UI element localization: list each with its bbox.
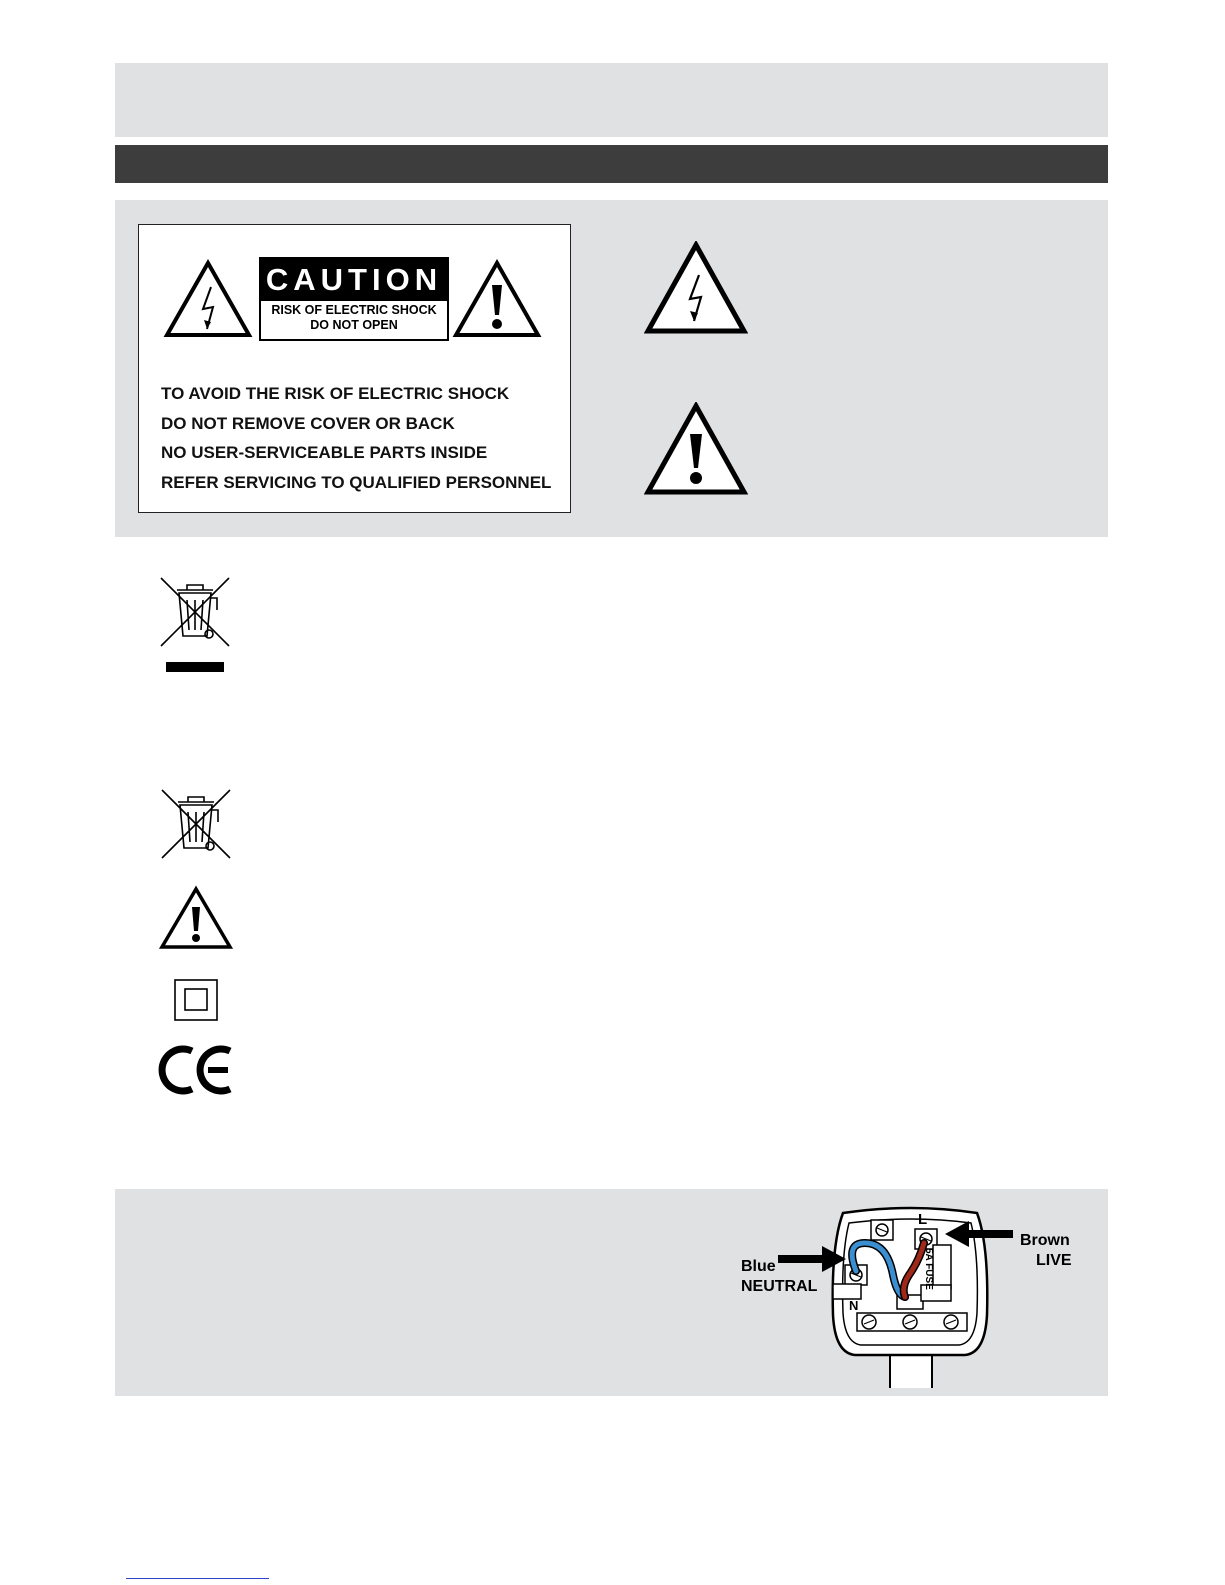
ce-mark-icon	[158, 1044, 234, 1096]
double-insulation-icon	[174, 979, 218, 1021]
header-band	[115, 63, 1108, 137]
fuse-label: 5A FUSE	[923, 1248, 934, 1290]
caution-instructions	[161, 379, 551, 497]
caution-line: DO NOT REMOVE COVER OR BACK	[161, 413, 455, 433]
caution-line: NO USER-SERVICEABLE PARTS INSIDE	[161, 443, 488, 462]
footer-rule	[126, 1578, 269, 1579]
exclamation-warning-icon	[452, 259, 542, 339]
lightning-warning-icon	[644, 241, 748, 335]
crossed-bin-icon	[158, 788, 234, 862]
caution-heading: CAUTION	[261, 259, 447, 301]
caution-subline-2: DO NOT OPEN	[310, 318, 398, 332]
caution-subline-1: RISK OF ELECTRIC SHOCK	[271, 303, 437, 317]
caution-line: TO AVOID THE RISK OF ELECTRIC SHOCK	[161, 384, 510, 403]
crossed-bin-with-bar-icon	[157, 576, 233, 676]
terminal-l-label: L	[918, 1211, 928, 1228]
exclamation-warning-icon	[644, 402, 748, 496]
terminal-n-label: N	[849, 1298, 859, 1313]
live-label: LIVE	[1036, 1252, 1072, 1269]
caution-label	[138, 224, 571, 513]
blue-label: Blue	[741, 1258, 776, 1275]
neutral-arrow-icon	[778, 1246, 848, 1272]
caution-triangle-icon	[158, 885, 234, 951]
lightning-warning-icon	[163, 259, 253, 339]
live-arrow-icon	[945, 1221, 1015, 1247]
brown-label: Brown	[1020, 1232, 1070, 1249]
caution-line: REFER SERVICING TO QUALIFIED PERSONNEL	[161, 472, 552, 492]
section-title-bar	[115, 145, 1108, 183]
caution-box	[259, 257, 449, 341]
neutral-label: NEUTRAL	[741, 1278, 818, 1295]
